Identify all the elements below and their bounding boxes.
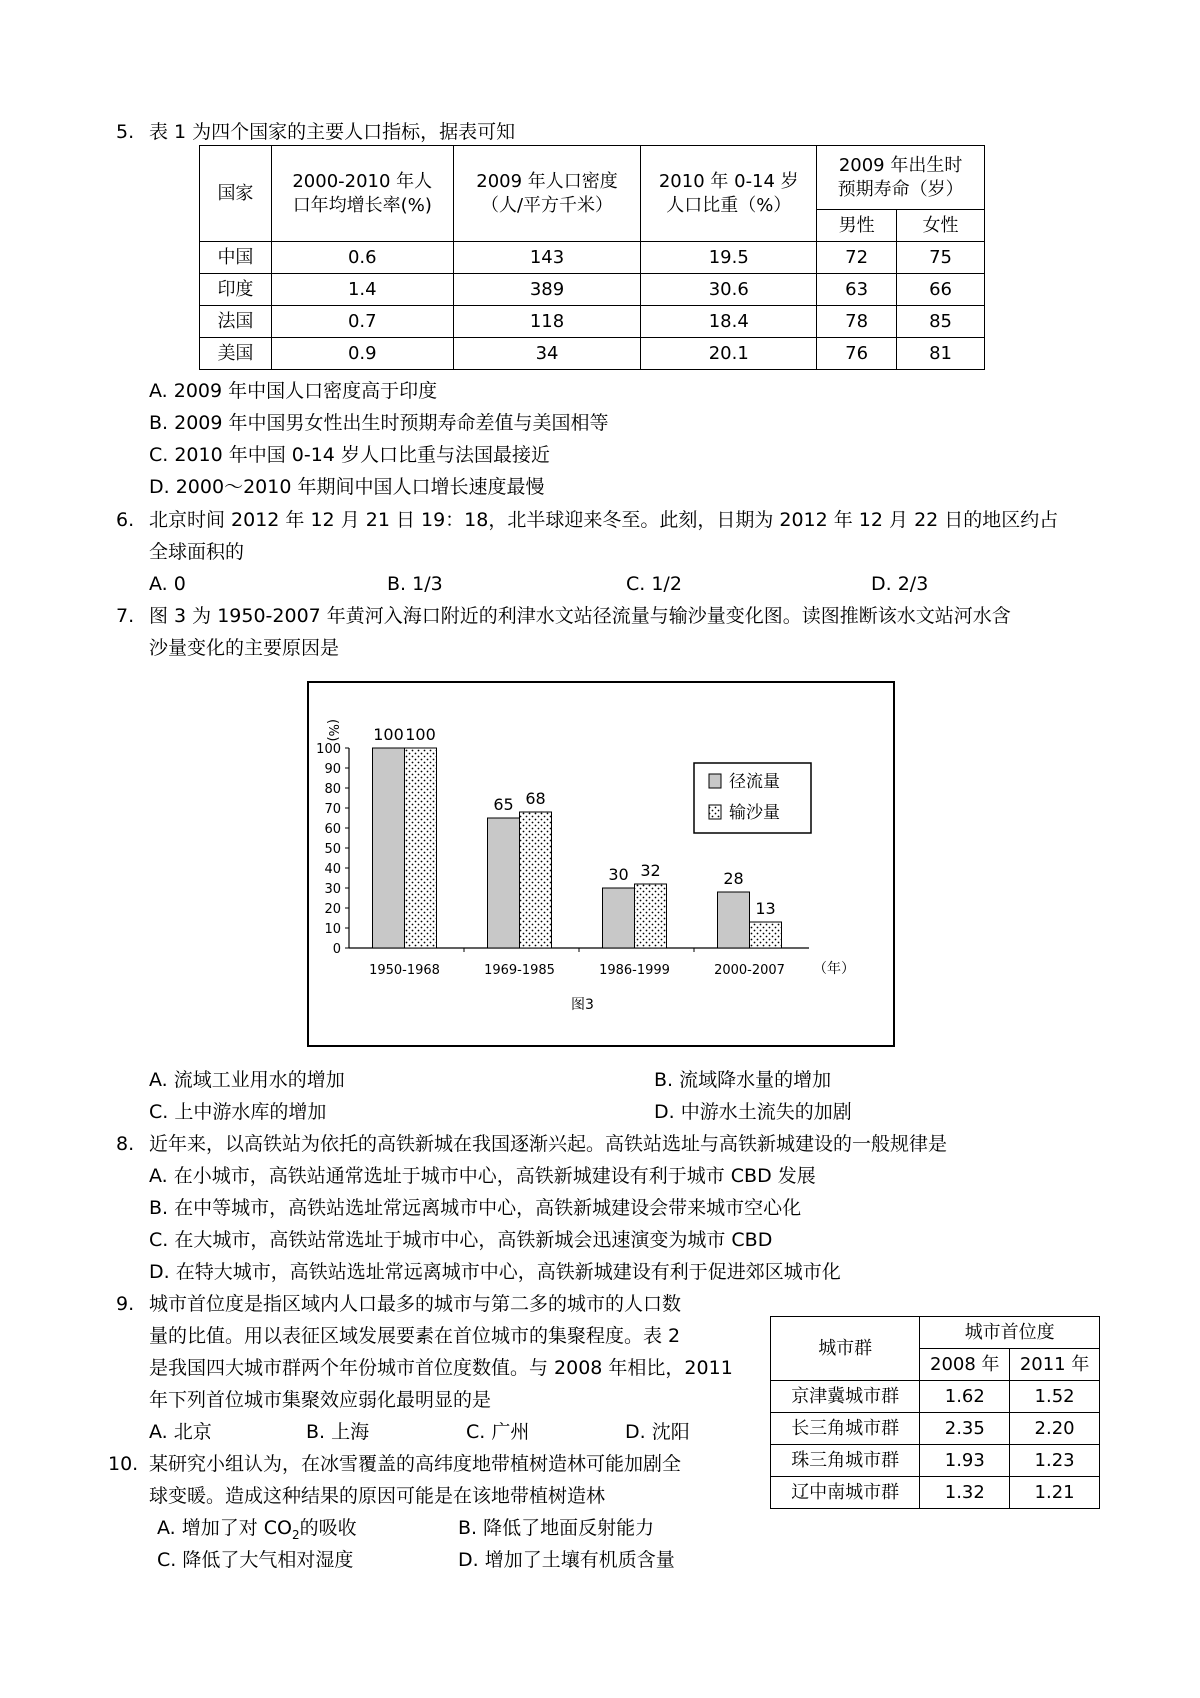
q7-stem-line2: 沙量变化的主要原因是 [149,637,340,659]
cell-density: 143 [453,242,641,274]
cell-child: 18.4 [641,306,817,338]
table-row [771,1381,1100,1413]
legend-label-runoff: 径流量 [729,772,780,792]
cell-female: 66 [897,274,985,306]
table-row [771,1445,1100,1477]
cell-female: 75 [897,242,985,274]
header-2011: 2011 年 [1010,1349,1100,1381]
q5-option-a: A. 2009 年中国人口密度高于印度 [149,380,438,402]
q10-option-b: B. 降低了地面反射能力 [458,1517,655,1539]
q7-option-c: C. 上中游水库的增加 [149,1101,327,1123]
header-life-expectancy: 2009 年出生时 预期寿命（岁） [817,146,985,210]
bar-runoff [603,888,635,948]
data-label: 68 [525,789,546,808]
cell-male: 76 [817,338,897,370]
cell-city-group: 珠三角城市群 [771,1445,920,1477]
y-tick-label: 20 [324,902,341,917]
y-tick-label: 10 [324,922,341,937]
q10-stem-line1: 某研究小组认为，在冰雪覆盖的高纬度地带植树造林可能加剧全 [149,1453,682,1475]
cell-country: 美国 [200,338,272,370]
cell-city-group: 京津冀城市群 [771,1381,920,1413]
q5-option-c: C. 2010 年中国 0-14 岁人口比重与法国最接近 [149,444,550,466]
table-row [200,338,985,370]
q5-stem: 表 1 为四个国家的主要人口指标，据表可知 [149,121,516,143]
q8-stem: 近年来，以高铁站为依托的高铁新城在我国逐渐兴起。高铁站选址与高铁新城建设的一般规律是 [149,1133,948,1155]
figure-3-chart [307,681,895,1047]
table-row [200,306,985,338]
cell-male: 63 [817,274,897,306]
table-row [771,1477,1100,1509]
q6-option-a: A. 0 [149,573,186,595]
header-city-group: 城市群 [771,1317,920,1381]
figure-caption: 图3 [571,997,594,1013]
q6-option-b: B. 1/3 [387,573,443,595]
q8-option-a: A. 在小城市，高铁站通常选址于城市中心，高铁新城建设有利于城市 CBD 发展 [149,1165,816,1187]
cell-2011: 1.21 [1010,1477,1100,1509]
table-row [200,242,985,274]
cell-2008: 1.62 [920,1381,1010,1413]
header-growth: 2000-2010 年人 口年均增长率(%) [271,146,453,242]
population-table [199,145,985,370]
header-female: 女性 [897,210,985,242]
cell-growth: 0.9 [271,338,453,370]
y-tick-label: 40 [324,862,341,877]
cell-density: 118 [453,306,641,338]
table-row [771,1413,1100,1445]
cell-growth: 0.7 [271,306,453,338]
data-label: 28 [723,869,744,888]
q6-number: 6. [116,509,135,531]
q9-option-b: B. 上海 [306,1421,370,1443]
q7-option-d: D. 中游水土流失的加剧 [654,1101,852,1123]
q7-number: 7. [116,605,135,627]
cell-density: 389 [453,274,641,306]
q9-number: 9. [116,1293,135,1315]
q8-number: 8. [116,1133,135,1155]
bar-sediment [520,812,552,948]
q9-option-c: C. 广州 [466,1421,530,1443]
q5-number: 5. [116,121,135,143]
cell-2011: 1.52 [1010,1381,1100,1413]
q6-option-c: C. 1/2 [626,573,682,595]
y-tick-label: 30 [324,882,341,897]
q9-stem-line3: 是我国四大城市群两个年份城市首位度数值。与 2008 年相比，2011 [149,1357,733,1379]
cell-female: 85 [897,306,985,338]
y-tick-label: 100 [316,742,341,757]
y-tick-label: 70 [324,802,341,817]
x-axis-unit: （年） [813,961,855,977]
q9-stem-line4: 年下列首位城市集聚效应弱化最明显的是 [149,1389,492,1411]
q10-stem-line2: 球变暖。造成这种结果的原因可能是在该地带植树造林 [149,1485,606,1507]
cell-child: 30.6 [641,274,817,306]
x-tick-label: 1986-1999 [599,963,670,978]
q9-stem-line2: 量的比值。用以表征区域发展要素在首位城市的集聚程度。表 2 [149,1325,681,1347]
q9-option-a: A. 北京 [149,1421,212,1443]
header-male: 男性 [817,210,897,242]
cell-density: 34 [453,338,641,370]
q9-stem-line1: 城市首位度是指区域内人口最多的城市与第二多的城市的人口数 [149,1293,682,1315]
cell-male: 72 [817,242,897,274]
x-tick-label: 2000-2007 [714,963,785,978]
data-label: 100 [373,725,404,744]
cell-growth: 1.4 [271,274,453,306]
cell-2011: 2.20 [1010,1413,1100,1445]
data-label: 32 [640,861,661,880]
bar-sediment [405,748,437,948]
cell-2008: 2.35 [920,1413,1010,1445]
y-tick-label: 90 [324,762,341,777]
data-label: 100 [405,725,436,744]
bar-chart-svg [309,683,893,1045]
q7-stem-line1: 图 3 为 1950-2007 年黄河入海口附近的利津水文站径流量与输沙量变化图。读图推断该水文站河水含 [149,605,1011,627]
y-tick-label: 0 [332,942,341,957]
cell-country: 印度 [200,274,272,306]
cell-city-group: 长三角城市群 [771,1413,920,1445]
q9-option-d: D. 沈阳 [625,1421,690,1443]
bar-sediment [750,922,782,948]
q6-option-d: D. 2/3 [871,573,929,595]
data-label: 13 [755,899,776,918]
bar-runoff [373,748,405,948]
y-tick-label: 60 [324,822,341,837]
legend-swatch-sediment [709,805,721,819]
q10-option-c: C. 降低了大气相对湿度 [157,1549,354,1571]
city-primacy-table [770,1316,1100,1509]
data-label: 65 [493,795,514,814]
q10-option-d: D. 增加了土壤有机质含量 [458,1549,675,1571]
table-row [200,274,985,306]
q5-option-b: B. 2009 年中国男女性出生时预期寿命差值与美国相等 [149,412,609,434]
cell-growth: 0.6 [271,242,453,274]
q8-option-c: C. 在大城市，高铁站常选址于城市中心，高铁新城会迅速演变为城市 CBD [149,1229,773,1251]
header-2008: 2008 年 [920,1349,1010,1381]
q5-option-d: D. 2000～2010 年期间中国人口增长速度最慢 [149,476,545,498]
cell-country: 中国 [200,242,272,274]
header-country: 国家 [200,146,272,242]
cell-city-group: 辽中南城市群 [771,1477,920,1509]
q10-option-a: A. 增加了对 $CO_2$的吸收 [157,1517,357,1542]
bar-runoff [488,818,520,948]
y-axis-unit: (%) [325,719,340,742]
cell-2008: 1.32 [920,1477,1010,1509]
bar-sediment [635,884,667,948]
cell-child: 19.5 [641,242,817,274]
cell-female: 81 [897,338,985,370]
x-tick-label: 1950-1968 [369,963,440,978]
header-density: 2009 年人口密度 （人/平方千米） [453,146,641,242]
cell-child: 20.1 [641,338,817,370]
header-primacy: 城市首位度 [920,1317,1100,1349]
q10-number: 10. [108,1453,139,1475]
cell-2008: 1.93 [920,1445,1010,1477]
bar-runoff [718,892,750,948]
cell-male: 78 [817,306,897,338]
legend-swatch-runoff [709,774,721,788]
y-tick-label: 80 [324,782,341,797]
q6-stem-line2: 全球面积的 [149,541,245,563]
x-tick-label: 1969-1985 [484,963,555,978]
y-tick-label: 50 [324,842,341,857]
q7-option-a: A. 流域工业用水的增加 [149,1069,345,1091]
cell-2011: 1.23 [1010,1445,1100,1477]
header-child-share: 2010 年 0-14 岁 人口比重（%） [641,146,817,242]
chart-legend [694,763,811,833]
q6-stem-line1: 北京时间 2012 年 12 月 21 日 19：18，北半球迎来冬至。此刻，日期为 2012 年 12 月 22 日的地区约占 [149,509,1059,531]
q8-option-b: B. 在中等城市，高铁站选址常远离城市中心，高铁新城建设会带来城市空心化 [149,1197,802,1219]
data-label: 30 [608,865,629,884]
q8-option-d: D. 在特大城市，高铁站选址常远离城市中心，高铁新城建设有利于促进郊区城市化 [149,1261,841,1283]
cell-country: 法国 [200,306,272,338]
legend-label-sediment: 输沙量 [729,803,780,823]
q7-option-b: B. 流域降水量的增加 [654,1069,832,1091]
